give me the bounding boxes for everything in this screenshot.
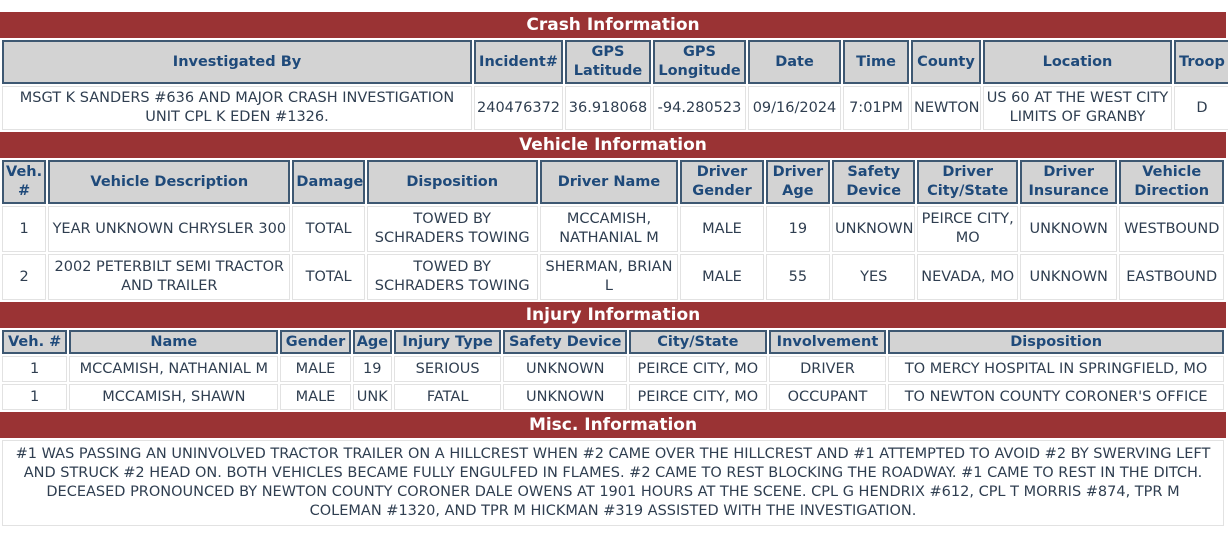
col-veh: Veh. #	[2, 160, 46, 204]
col-county: County	[911, 40, 981, 84]
cell: 1	[2, 356, 67, 382]
cell: MCCAMISH, NATHANIAL M	[69, 356, 278, 382]
table-header-row	[2, 330, 1224, 354]
injury-table	[0, 328, 1226, 412]
cell: DRIVER	[769, 356, 887, 382]
cell: 55	[766, 254, 830, 300]
cell: MALE	[280, 384, 350, 410]
cell: 1	[2, 206, 46, 252]
crash-report	[0, 12, 1226, 528]
col-vehicle-description: Vehicle Description	[48, 160, 290, 204]
cell: UNKNOWN	[1020, 254, 1117, 300]
cell: MALE	[680, 206, 763, 252]
cell: UNKNOWN	[832, 206, 915, 252]
cell: UNKNOWN	[1020, 206, 1117, 252]
cell: 09/16/2024	[748, 86, 841, 130]
col-gps-latitude: GPS Latitude	[565, 40, 651, 84]
cell: UNK	[353, 384, 392, 410]
cell: YES	[832, 254, 915, 300]
col-vehicle-direction: Vehicle Direction	[1119, 160, 1224, 204]
col-driver-gender: Driver Gender	[680, 160, 763, 204]
cell: 2002 PETERBILT SEMI TRACTOR AND TRAILER	[48, 254, 290, 300]
cell: UNKNOWN	[503, 384, 627, 410]
cell: TOTAL	[292, 254, 364, 300]
col-age: Age	[353, 330, 392, 354]
vehicle-table	[0, 158, 1226, 302]
cell: 19	[766, 206, 830, 252]
col-safety-device: Safety Device	[832, 160, 915, 204]
cell: 2	[2, 254, 46, 300]
cell: 7:01PM	[843, 86, 909, 130]
cell: NEWTON	[911, 86, 981, 130]
crash-table	[0, 38, 1228, 132]
col-driver-city-state: Driver City/State	[917, 160, 1018, 204]
table-header-row	[2, 160, 1224, 204]
col-city-state: City/State	[629, 330, 767, 354]
cell: 36.918068	[565, 86, 651, 130]
cell: TOTAL	[292, 206, 364, 252]
table-row	[2, 384, 1224, 410]
col-investigated-by: Investigated By	[2, 40, 472, 84]
misc-information-title: Misc. Information	[0, 412, 1226, 438]
col-driver-insurance: Driver Insurance	[1020, 160, 1117, 204]
cell: TO NEWTON COUNTY CORONER'S OFFICE	[888, 384, 1224, 410]
col-troop: Troop	[1174, 40, 1228, 84]
cell: MALE	[280, 356, 350, 382]
col-veh: Veh. #	[2, 330, 67, 354]
col-incident: Incident#	[474, 40, 563, 84]
cell: 240476372	[474, 86, 563, 130]
col-gender: Gender	[280, 330, 350, 354]
cell: FATAL	[394, 384, 502, 410]
cell: PEIRCE CITY, MO	[917, 206, 1018, 252]
col-disposition: Disposition	[888, 330, 1224, 354]
cell: TOWED BY SCHRADERS TOWING	[367, 206, 538, 252]
col-involvement: Involvement	[769, 330, 887, 354]
table-header-row	[2, 40, 1228, 84]
cell: MALE	[680, 254, 763, 300]
cell: UNKNOWN	[503, 356, 627, 382]
col-gps-longitude: GPS Longitude	[653, 40, 746, 84]
cell: PEIRCE CITY, MO	[629, 384, 767, 410]
col-name: Name	[69, 330, 278, 354]
misc-narrative: #1 WAS PASSING AN UNINVOLVED TRACTOR TRAILER ON A HILLCREST WHEN #2 CAME OVER THE HILLCREST AND #1 ATTEMPTED TO AVOID #2 BY SWERVING LEFT AND STRUCK #2 HEAD ON. BOTH VEHICLES BECAME FULLY ENGULFED IN FLAMES. #2 CAME TO REST BLOCKING THE ROADWAY. #1 CAME TO REST IN THE DITCH. DECEASED PRONOUNCED BY NEWTON COUNTY CORONER DALE OWENS AT 1901 HOURS AT THE SCENE. CPL G HENDRIX #612, CPL T MORRIS #874, TPR M COLEMAN #1320, AND TPR M HICKMAN #319 ASSISTED WITH THE INVESTIGATION.	[2, 440, 1224, 526]
cell: OCCUPANT	[769, 384, 887, 410]
cell: 1	[2, 384, 67, 410]
col-date: Date	[748, 40, 841, 84]
cell: US 60 AT THE WEST CITY LIMITS OF GRANBY	[983, 86, 1172, 130]
vehicle-information-title: Vehicle Information	[0, 132, 1226, 158]
cell: SHERMAN, BRIAN L	[540, 254, 679, 300]
col-location: Location	[983, 40, 1172, 84]
table-row	[2, 86, 1228, 130]
cell: -94.280523	[653, 86, 746, 130]
table-row	[2, 206, 1224, 252]
cell: SERIOUS	[394, 356, 502, 382]
cell: MCCAMISH, NATHANIAL M	[540, 206, 679, 252]
cell: 19	[353, 356, 392, 382]
table-row	[2, 254, 1224, 300]
cell: MSGT K SANDERS #636 AND MAJOR CRASH INVESTIGATION UNIT CPL K EDEN #1326.	[2, 86, 472, 130]
col-damage: Damage	[292, 160, 364, 204]
col-safety-device: Safety Device	[503, 330, 627, 354]
table-row	[2, 356, 1224, 382]
injury-information-title: Injury Information	[0, 302, 1226, 328]
cell: D	[1174, 86, 1228, 130]
cell: EASTBOUND	[1119, 254, 1224, 300]
cell: MCCAMISH, SHAWN	[69, 384, 278, 410]
cell: YEAR UNKNOWN CHRYSLER 300	[48, 206, 290, 252]
col-injury-type: Injury Type	[394, 330, 502, 354]
cell: PEIRCE CITY, MO	[629, 356, 767, 382]
col-disposition: Disposition	[367, 160, 538, 204]
cell: TOWED BY SCHRADERS TOWING	[367, 254, 538, 300]
col-driver-name: Driver Name	[540, 160, 679, 204]
col-driver-age: Driver Age	[766, 160, 830, 204]
cell: WESTBOUND	[1119, 206, 1224, 252]
col-time: Time	[843, 40, 909, 84]
cell: NEVADA, MO	[917, 254, 1018, 300]
cell: TO MERCY HOSPITAL IN SPRINGFIELD, MO	[888, 356, 1224, 382]
crash-information-title: Crash Information	[0, 12, 1226, 38]
